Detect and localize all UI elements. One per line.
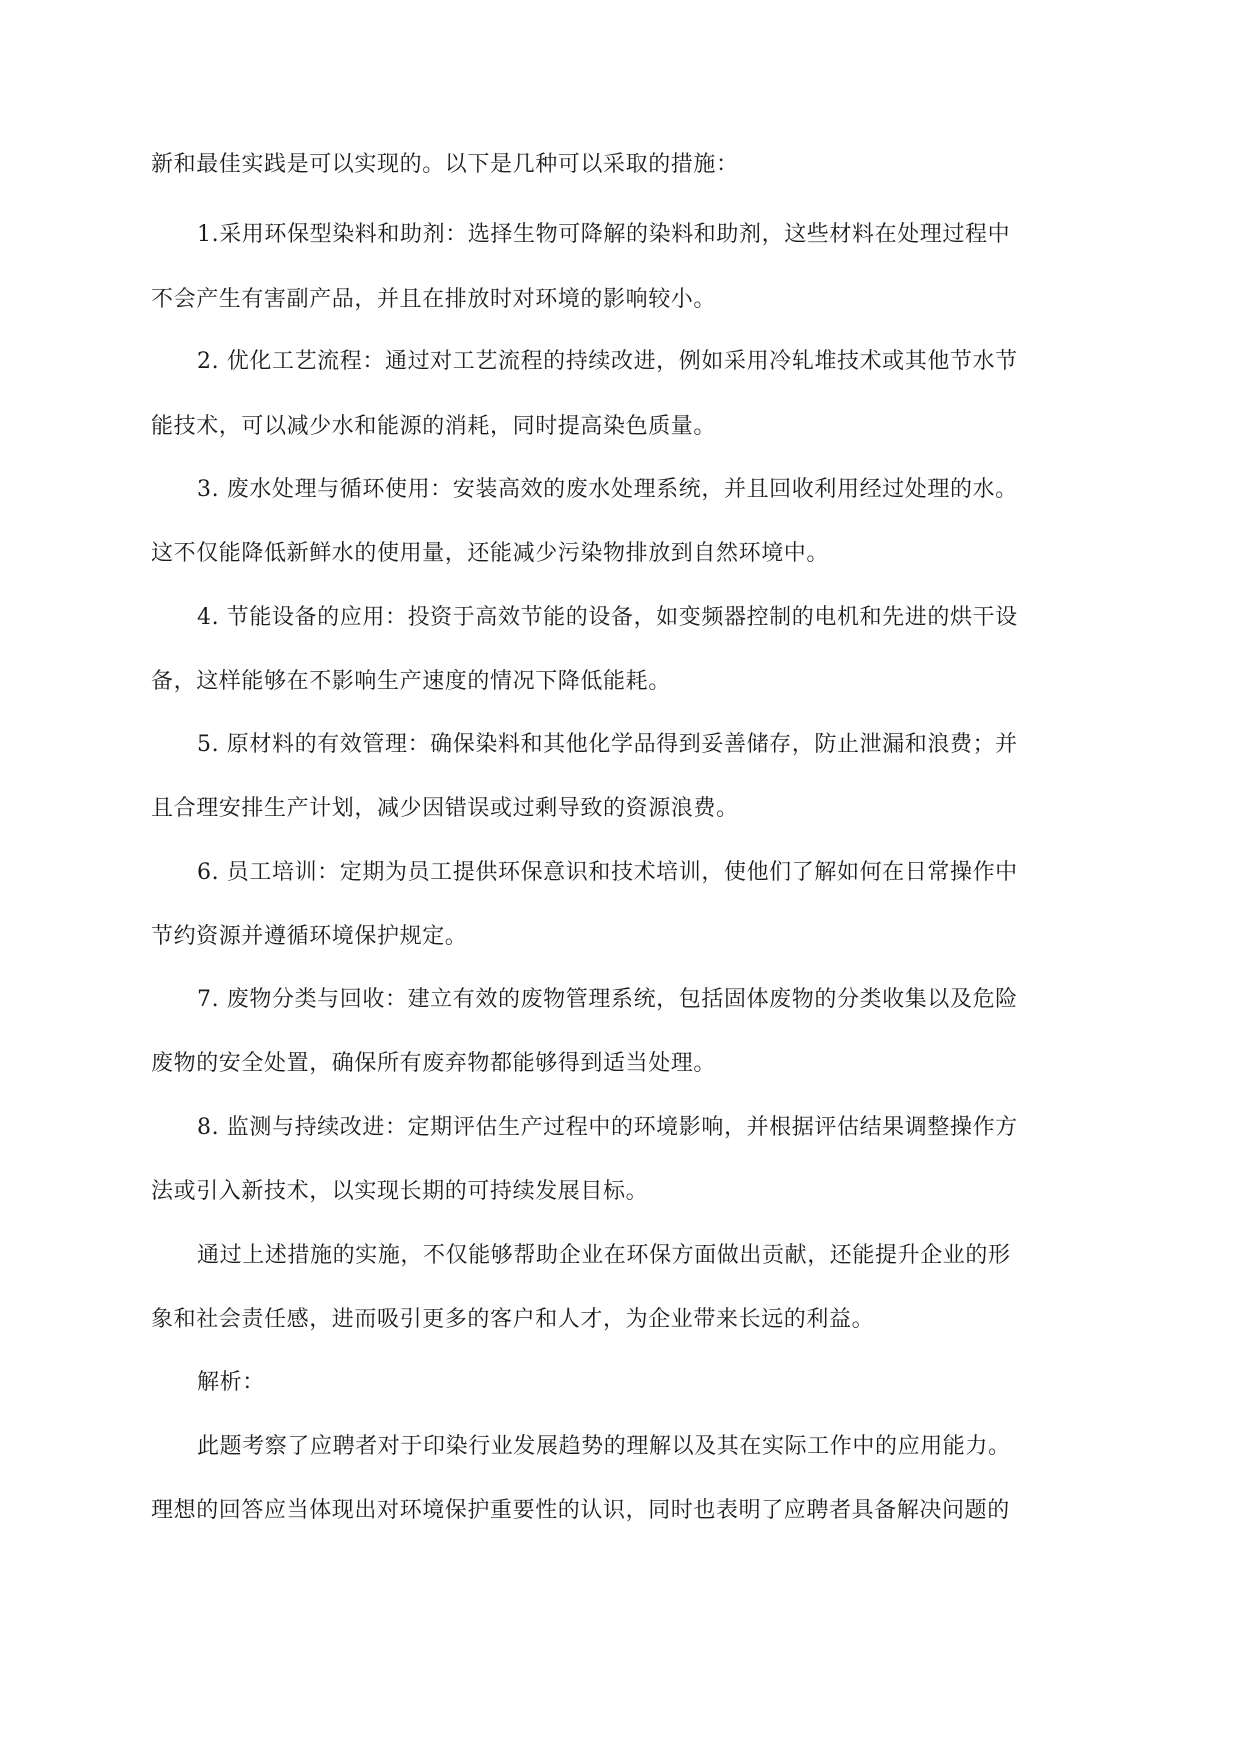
analysis-line-2: 理想的回答应当体现出对环境保护重要性的认识，同时也表明了应聘者具备解决问题的 (151, 1498, 1010, 1523)
list-item-3-line-1: 3. 废水处理与循环使用：安装高效的废水处理系统，并且回收利用经过处理的水。 (197, 477, 1018, 502)
conclusion-line-1: 通过上述措施的实施，不仅能够帮助企业在环保方面做出贡献，还能提升企业的形 (197, 1243, 1011, 1268)
list-item-4-line-1: 4. 节能设备的应用：投资于高效节能的设备，如变频器控制的电机和先进的烘干设 (197, 605, 1018, 630)
list-item-4-line-2: 备，这样能够在不影响生产速度的情况下降低能耗。 (151, 669, 671, 694)
list-item-3-line-2: 这不仅能降低新鲜水的使用量，还能减少污染物排放到自然环境中。 (151, 541, 830, 566)
list-item-5-line-2: 且合理安排生产计划，减少因错误或过剩导致的资源浪费。 (151, 796, 739, 821)
analysis-line-1: 此题考察了应聘者对于印染行业发展趋势的理解以及其在实际工作中的应用能力。 (197, 1434, 1011, 1459)
list-item-1-line-1: 1.采用环保型染料和助剂：选择生物可降解的染料和助剂，这些材料在处理过程中 (197, 222, 1011, 247)
list-item-5-line-1: 5. 原材料的有效管理：确保染料和其他化学品得到妥善储存，防止泄漏和浪费；并 (197, 732, 1018, 757)
conclusion-line-2: 象和社会责任感，进而吸引更多的客户和人才，为企业带来长远的利益。 (151, 1307, 875, 1332)
text-line: 新和最佳实践是可以实现的。以下是几种可以采取的措施： (151, 152, 739, 177)
analysis-heading: 解析： (197, 1370, 265, 1395)
list-item-8-line-2: 法或引入新技术，以实现长期的可持续发展目标。 (151, 1179, 649, 1204)
list-item-7-line-2: 废物的安全处置，确保所有废弃物都能够得到适当处理。 (151, 1051, 717, 1076)
list-item-6-line-2: 节约资源并遵循环境保护规定。 (151, 924, 468, 949)
list-item-2-line-1: 2. 优化工艺流程：通过对工艺流程的持续改进，例如采用冷轧堆技术或其他节水节 (197, 349, 1018, 374)
list-item-8-line-1: 8. 监测与持续改进：定期评估生产过程中的环境影响，并根据评估结果调整操作方 (197, 1115, 1018, 1140)
list-item-1-line-2: 不会产生有害副产品，并且在排放时对环境的影响较小。 (151, 287, 717, 312)
list-item-2-line-2: 能技术，可以减少水和能源的消耗，同时提高染色质量。 (151, 414, 717, 439)
list-item-6-line-1: 6. 员工培训：定期为员工提供环保意识和技术培训，使他们了解如何在日常操作中 (197, 860, 1018, 885)
list-item-7-line-1: 7. 废物分类与回收：建立有效的废物管理系统，包括固体废物的分类收集以及危险 (197, 987, 1018, 1012)
